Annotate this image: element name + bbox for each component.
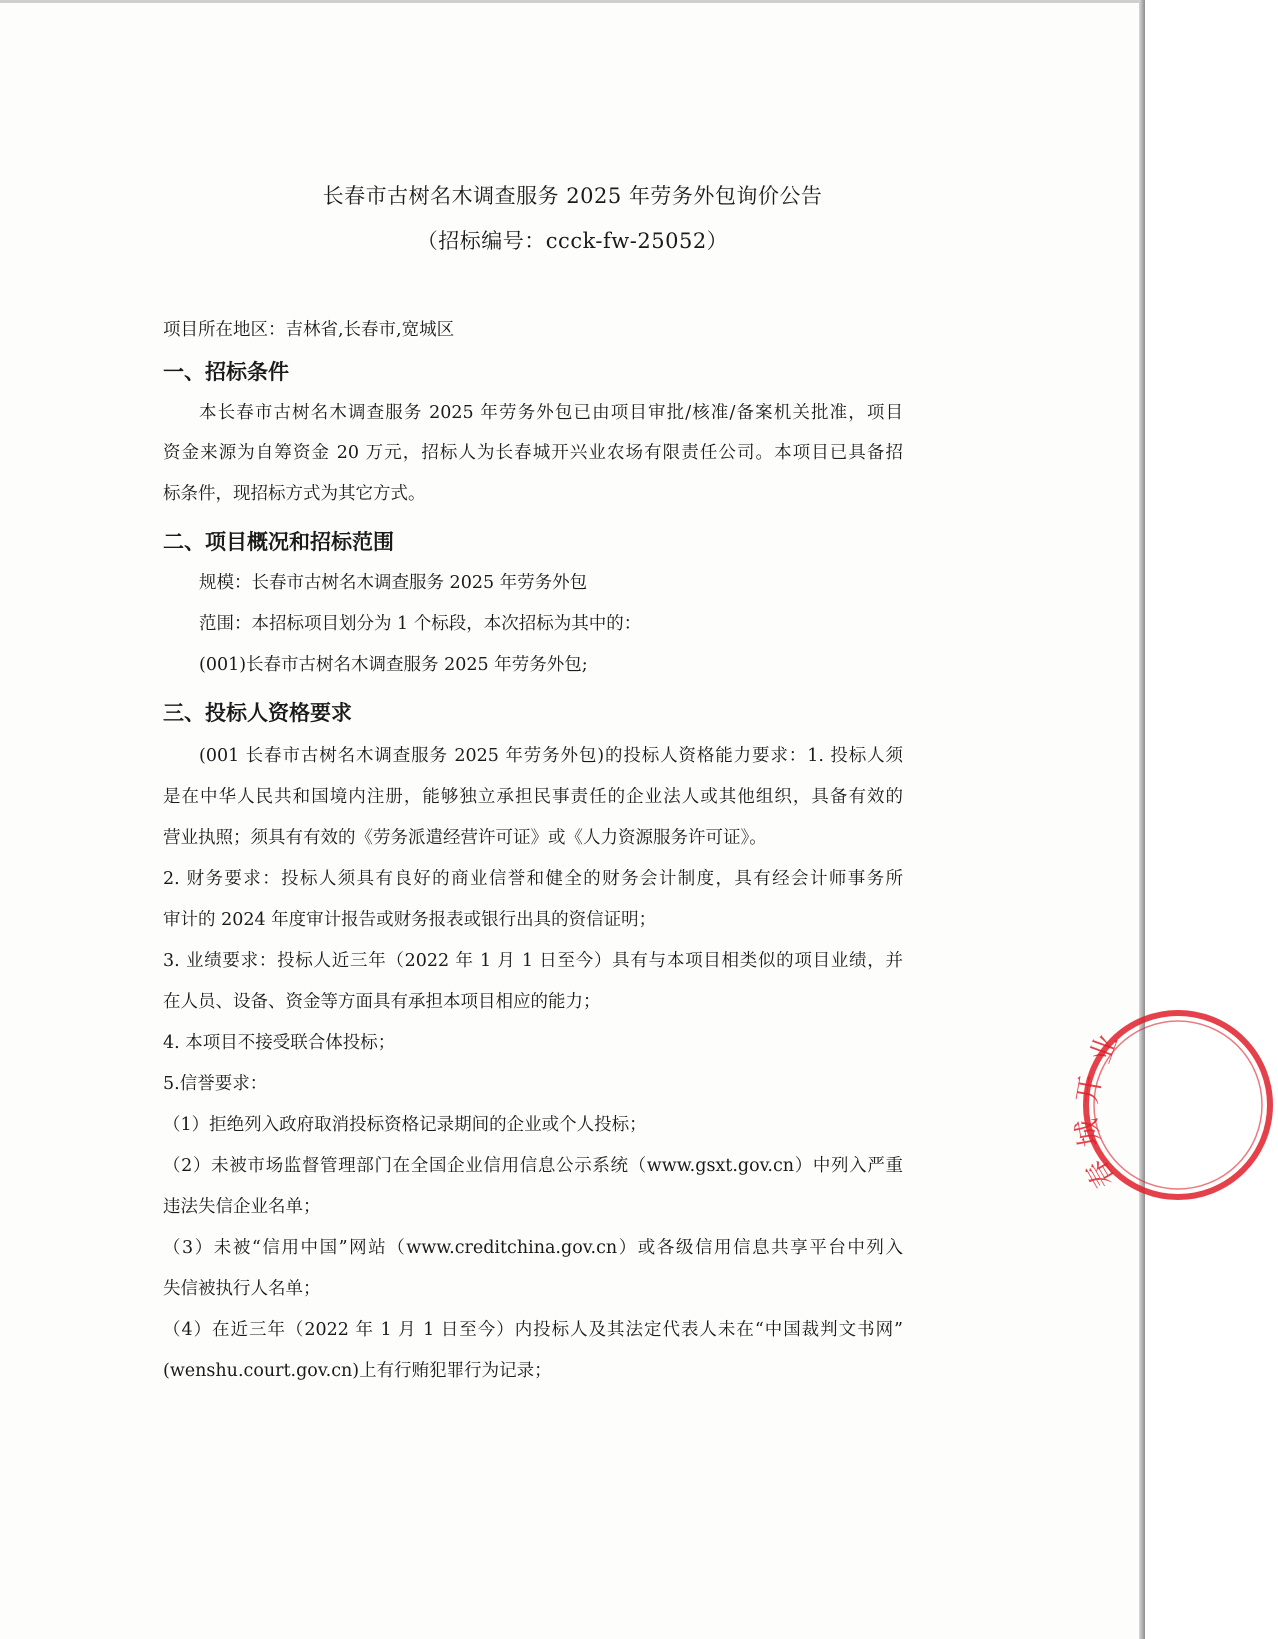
paragraph-line: （2）未被市场监督管理部门在全国企业信用信息公示系统（www.gsxt.gov.cn）中列入严重 (163, 1156, 903, 1176)
paragraph-line: 资金来源为自筹资金 20 万元，招标人为长春城开兴业农场有限责任公司。本项目已具备招 (163, 443, 903, 463)
paragraph-line: 4. 本项目不接受联合体投标； (163, 1033, 396, 1053)
paragraph-line: （3）未被“信用中国”网站（www.creditchina.gov.cn）或各级信用信息共享平台中列入 (163, 1238, 903, 1258)
paragraph-line: （1）拒绝列入政府取消投标资格记录期间的企业或个人投标； (163, 1115, 647, 1135)
paragraph-line: 3. 业绩要求：投标人近三年（2022 年 1 月 1 日至今）具有与本项目相类似的项目业绩，并 (163, 951, 903, 971)
company-seal-stamp (1069, 1005, 1278, 1205)
section-heading-3: 三、投标人资格要求 (163, 701, 352, 725)
svg-text:春: 春 (1079, 1153, 1123, 1194)
paragraph-line: 5.信誉要求： (163, 1074, 268, 1094)
paragraph-line: 标条件，现招标方式为其它方式。 (163, 484, 426, 504)
paragraph-line: 2. 财务要求：投标人须具有良好的商业信誉和健全的财务会计制度，具有经会计师事务所 (163, 869, 903, 889)
paragraph-line: (001 长春市古树名木调查服务 2025 年劳务外包)的投标人资格能力要求：1. 投标人须 (199, 746, 903, 766)
section-heading-2: 二、项目概况和招标范围 (163, 530, 394, 554)
svg-text:业: 业 (1083, 1029, 1125, 1068)
svg-text:城: 城 (1069, 1116, 1107, 1150)
paragraph-line: 营业执照；须具有有效的《劳务派遣经营许可证》或《人力资源服务许可证》。 (163, 828, 767, 848)
paragraph-line: 本长春市古树名木调查服务 2025 年劳务外包已由项目审批/核准/备案机关批准，项目 (199, 403, 903, 423)
paragraph-line: (wenshu.court.gov.cn)上有行贿犯罪行为记录； (163, 1361, 552, 1381)
project-region: 项目所在地区：吉林省,长春市,宽城区 (163, 320, 455, 340)
tender-number: （招标编号：ccck-fw-25052） (416, 229, 729, 253)
paragraph-line: 在人员、设备、资金等方面具有承担本项目相应的能力； (163, 992, 601, 1012)
svg-text:开: 开 (1070, 1072, 1108, 1107)
paragraph-line: (001)长春市古树名木调查服务 2025 年劳务外包; (199, 655, 588, 675)
section-heading-1: 一、招标条件 (163, 360, 289, 384)
paragraph-line: 审计的 2024 年度审计报告或财务报表或银行出具的资信证明； (163, 910, 657, 930)
document-title: 长春市古树名木调查服务 2025 年劳务外包询价公告 (322, 184, 823, 208)
paragraph-line: （4）在近三年（2022 年 1 月 1 日至今）内投标人及其法定代表人未在“中国裁判文书网” (163, 1320, 903, 1340)
paragraph-line: 失信被执行人名单； (163, 1279, 321, 1299)
paragraph-line: 是在中华人民共和国境内注册，能够独立承担民事责任的企业法人或其他组织，具备有效的 (163, 787, 903, 807)
paragraph-line: 规模：长春市古树名木调查服务 2025 年劳务外包 (199, 573, 588, 593)
paragraph-line: 违法失信企业名单； (163, 1197, 321, 1217)
scan-edge-top (0, 0, 1145, 3)
paragraph-line: 范围：本招标项目划分为 1 个标段，本次招标为其中的： (199, 614, 642, 634)
